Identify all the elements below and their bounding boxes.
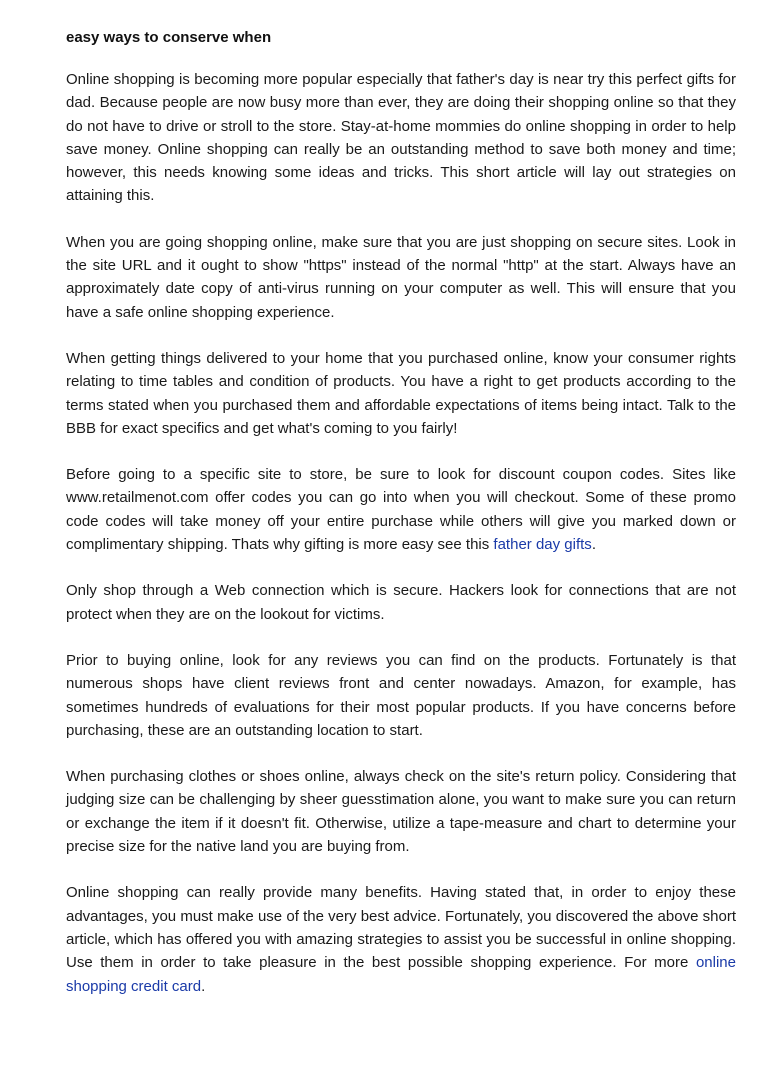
- paragraph-coupon-codes-end: .: [591, 536, 596, 554]
- paragraph-return-policy: When purchasing clothes or shoes online, always check on the site's return policy. Considering that judging size can be challenging by sheer guesstimation alone, you want to make sure you can return or exchange the item if it doesn't fit. Otherwise, utilize a tape-measure and chart to determine your precise size for the native land you are buying from.: [66, 768, 736, 856]
- paragraph-secure-sites: When you are going shopping online, make sure that you are just shopping on secure sites. Look in the site URL and it ought to show "https" instead of the normal "http" at the start. Always have an approximately date copy of anti-virus running on your computer as well. This will ensure that you have a safe online shopping experience.: [66, 233, 736, 321]
- paragraph-intro: Online shopping is becoming more popular especially that father's day is near try this perfect gifts for dad. Because people are now busy more than ever, they are doing their shopping online so that they do not have to drive or stroll to the store. Stay-at-home mommies do online shopping in order to help save money. Online shopping can really be an outstanding method to save both money and time; however, this needs knowing some ideas and tricks. This short article will lay out strategies on attaining this.: [66, 71, 736, 205]
- online-shopping-credit-card-link[interactable]: online shopping credit card: [66, 954, 736, 995]
- paragraph-conclusion: [66, 881, 736, 997]
- paragraph-reviews: Prior to buying online, look for any reviews you can find on the products. Fortunately is that numerous shops have client reviews front and center nowadays. Amazon, for example, has sometimes hundreds of evaluations for their most popular products. If you have concerns before purchasing, these are an outstanding location to start.: [66, 651, 736, 739]
- paragraph-secure-connection: Only shop through a Web connection which is secure. Hackers look for connections that are not protect when they are on the lookout for victims.: [66, 582, 736, 623]
- document-page: [66, 26, 736, 1021]
- paragraph-conclusion-end: .: [201, 977, 206, 995]
- document-title: easy ways to conserve when: [66, 29, 272, 46]
- paragraph-coupon-codes-text: Before going to a specific site to store, be sure to look for discount coupon codes. Sites like www.retailmenot.com offer codes you can go into when you will checkout. Some of these promo code codes will take money off your entire purchase while others will give you marked down or complimentary shipping. Thats why gifting is more easy see this: [66, 466, 736, 554]
- paragraph-consumer-rights: When getting things delivered to your home that you purchased online, know your consumer rights relating to time tables and condition of products. You have a right to get products according to the terms stated when you purchased them and affordable expectations of items being intact. Talk to the BBB for exact specifics and get what's coming to you fairly!: [66, 349, 736, 437]
- father-day-gifts-link[interactable]: father day gifts: [493, 536, 592, 554]
- paragraph-coupon-codes: [66, 463, 736, 556]
- paragraph-conclusion-text: Online shopping can really provide many benefits. Having stated that, in order to enjoy these advantages, you must make use of the very best advice. Fortunately, you discovered the above short article, which has offered you with amazing strategies to assist you be successful in online shopping. Use them in order to take pleasure in the best possible shopping experience. For more: [66, 884, 736, 972]
